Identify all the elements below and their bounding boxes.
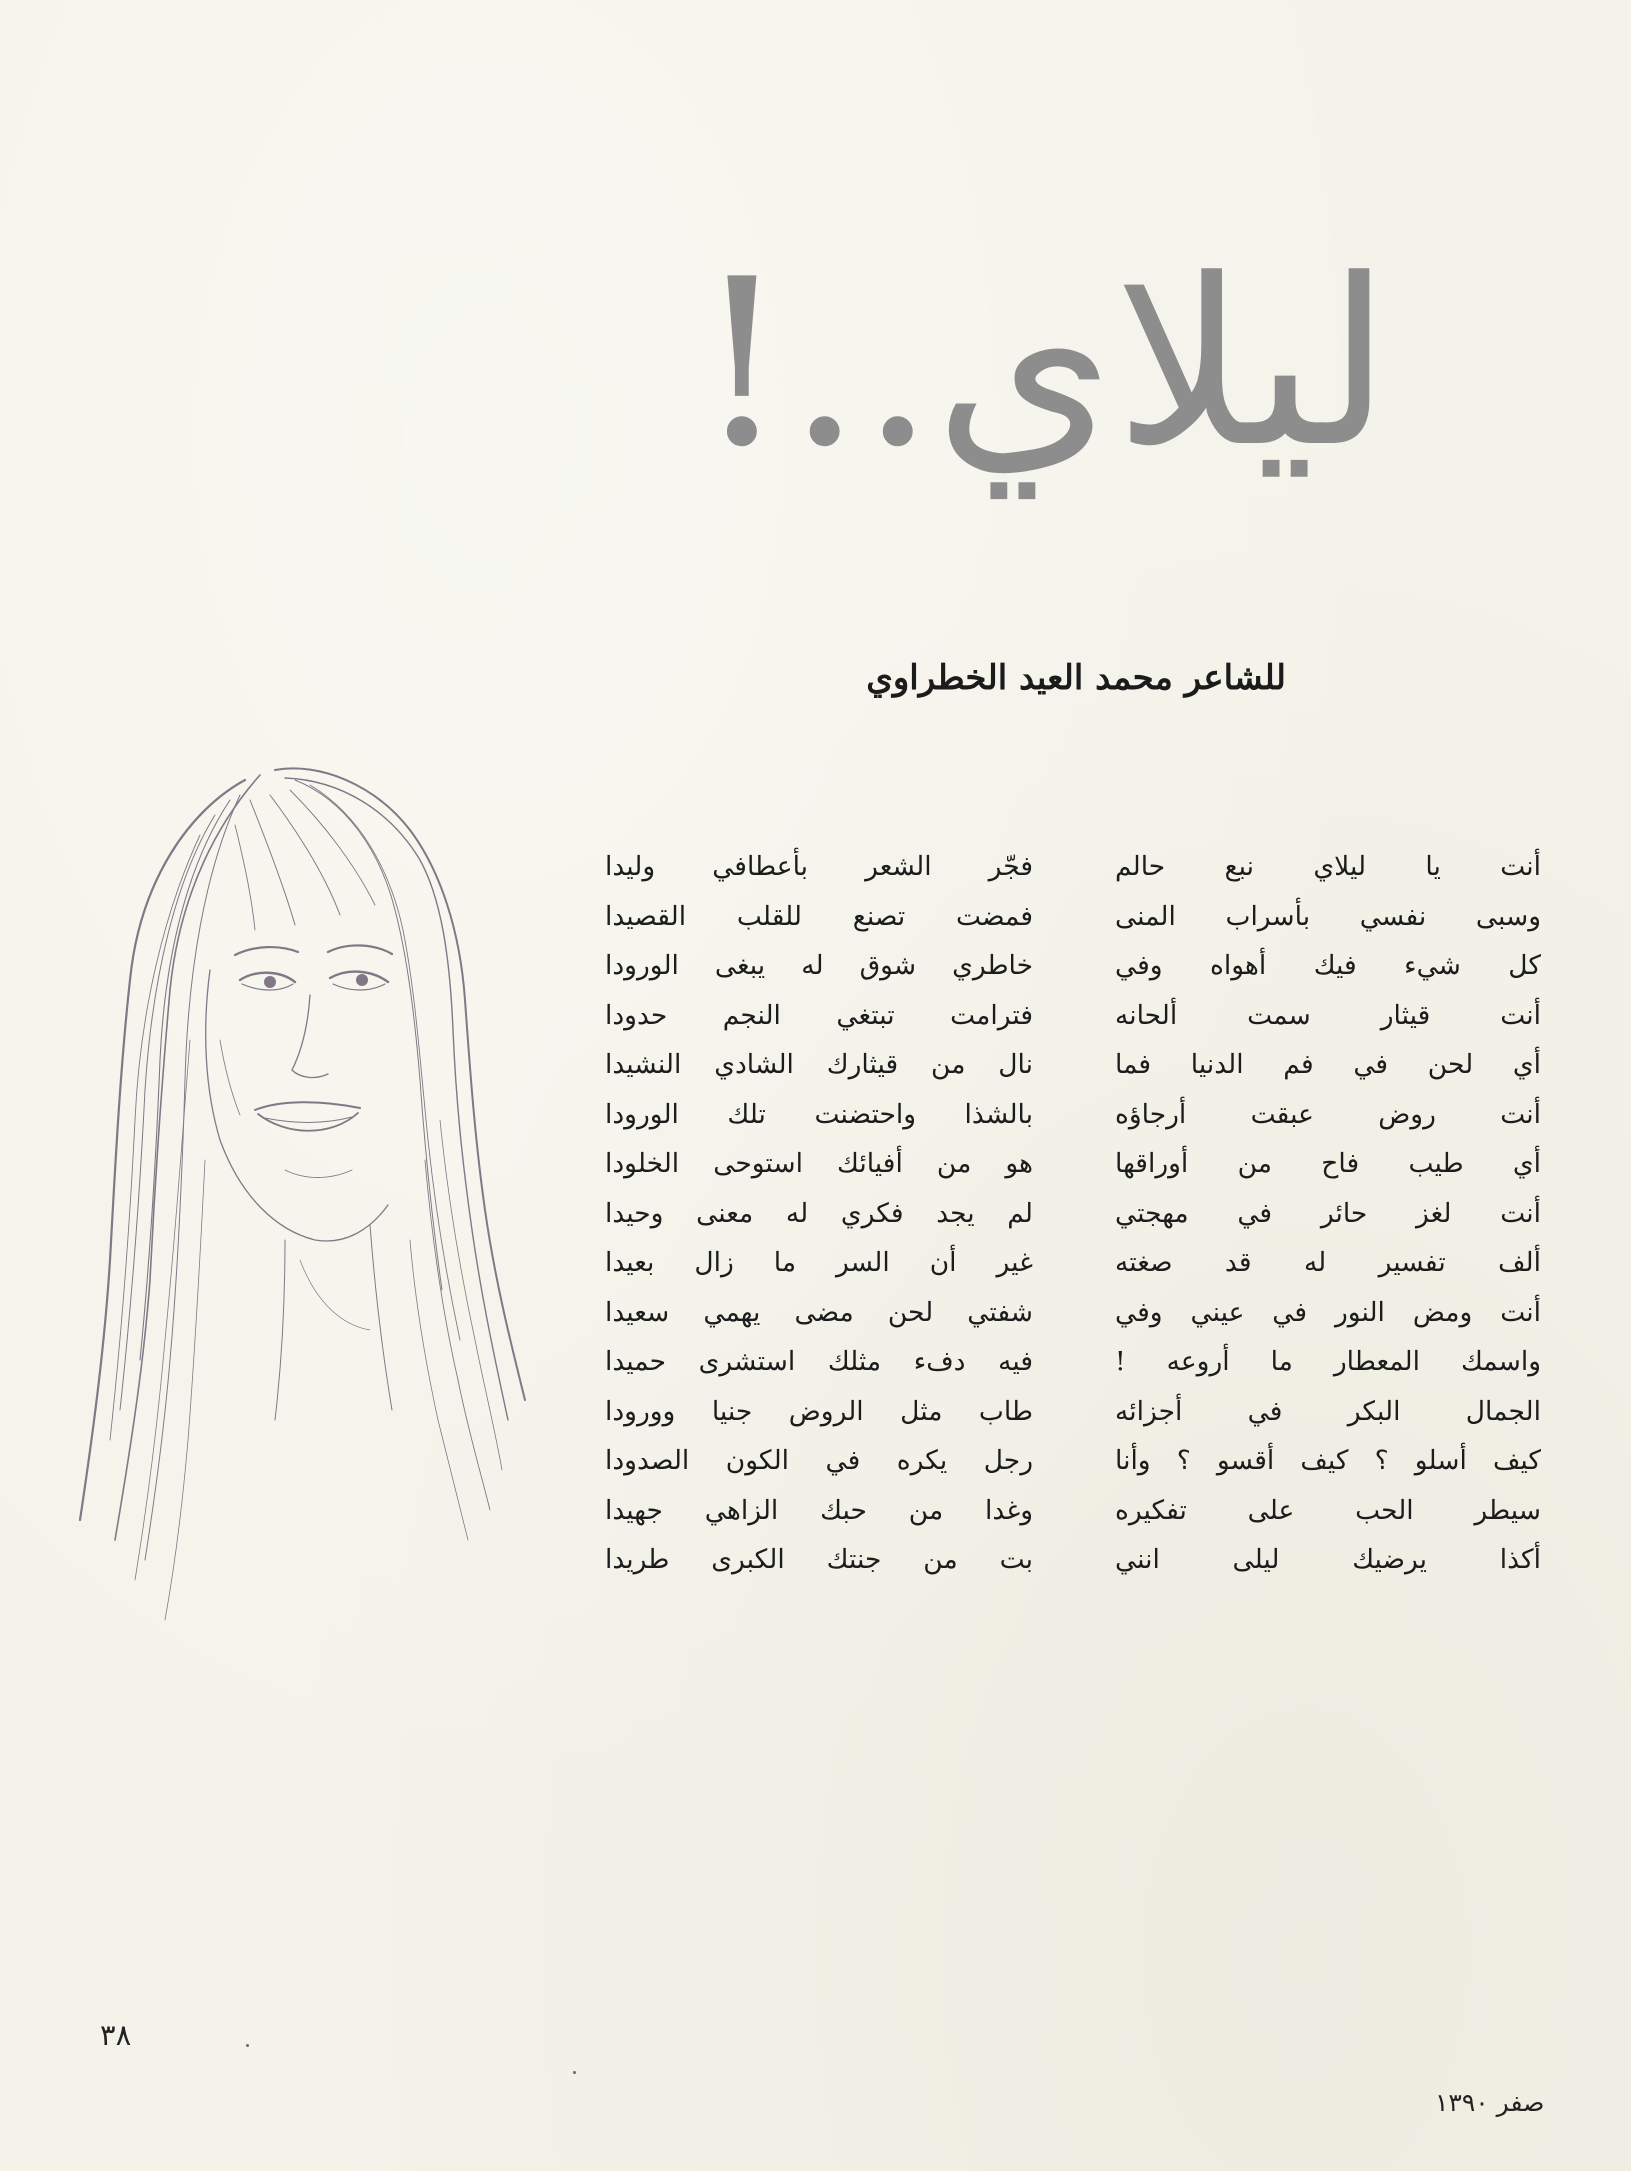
verse-line: خاطري شوق له يبغى الورودا [605, 950, 1033, 981]
verse-line: هو من أفيائك استوحى الخلودا [605, 1148, 1033, 1179]
verse-line: نال من قيثارك الشادي النشيدا [605, 1049, 1033, 1080]
verse-line: شفتي لحن مضى يهمي سعيدا [605, 1296, 1033, 1328]
verse-line: أي طيب فاح من أوراقها [1115, 1148, 1541, 1179]
verse-line: فيه دفء مثلك استشرى حميدا [605, 1346, 1033, 1377]
verse-line: واسمك المعطار ما أروعه ! [1115, 1346, 1541, 1377]
verse-line: ألف تفسير له قد صغته [1115, 1247, 1541, 1278]
verse-line: كيف أسلو ؟ كيف أقسو ؟ وأنا [1115, 1445, 1541, 1476]
verse-line: أنت يا ليلاي نبع حالم [1115, 851, 1541, 882]
paper-speck [573, 2071, 576, 2074]
verse-line: طاب مثل الروض جنيا وورودا [605, 1395, 1033, 1427]
verse-line: بت من جنتك الكبرى طريدا [605, 1544, 1033, 1575]
verse-line: رجل يكره في الكون الصدودا [605, 1445, 1033, 1476]
verse-line: أنت ومض النور في عيني وفي [1115, 1296, 1541, 1328]
woman-portrait-sketch-icon [70, 740, 560, 1640]
paper-speck [246, 2044, 249, 2047]
poem-left-column [605, 842, 1033, 1585]
verse-line: فترامت تبتغي النجم حدودا [605, 999, 1033, 1031]
page-number: ٣٨ [100, 2018, 132, 2052]
verse-line: أنت روض عبقت أرجاؤه [1115, 1098, 1541, 1130]
verse-line: وسبى نفسي بأسراب المنى [1115, 900, 1541, 932]
verse-line: أنت قيثار سمت ألحانه [1115, 999, 1541, 1031]
verse-line: الجمال البكر في أجزائه [1115, 1395, 1541, 1427]
verse-line: أنت لغز حائر في مهجتي [1115, 1197, 1541, 1229]
issue-date: صفر ١٣٩٠ [1435, 2088, 1545, 2117]
poet-byline: للشاعر محمد العيد الخطراوي [866, 658, 1286, 698]
verse-line: سيطر الحب على تفكيره [1115, 1494, 1541, 1526]
verse-line: أي لحن في فم الدنيا فما [1115, 1049, 1541, 1080]
verse-line: وغدا من حبك الزاهي جهيدا [605, 1494, 1033, 1526]
verse-line: لم يجد فكري له معنى وحيدا [605, 1197, 1033, 1229]
poem-right-column [1115, 842, 1541, 1585]
verse-line: أكذا يرضيك ليلى انني [1115, 1544, 1541, 1575]
verse-line: كل شيء فيك أهواه وفي [1115, 950, 1541, 981]
verse-line: غير أن السر ما زال بعيدا [605, 1247, 1033, 1278]
verse-line: فمضت تصنع للقلب القصيدا [605, 900, 1033, 932]
poem-title: ليلاي..! [695, 231, 1391, 498]
verse-line: فجّر الشعر بأعطافي وليدا [605, 851, 1033, 882]
verse-line: بالشذا واحتضنت تلك الورودا [605, 1098, 1033, 1130]
